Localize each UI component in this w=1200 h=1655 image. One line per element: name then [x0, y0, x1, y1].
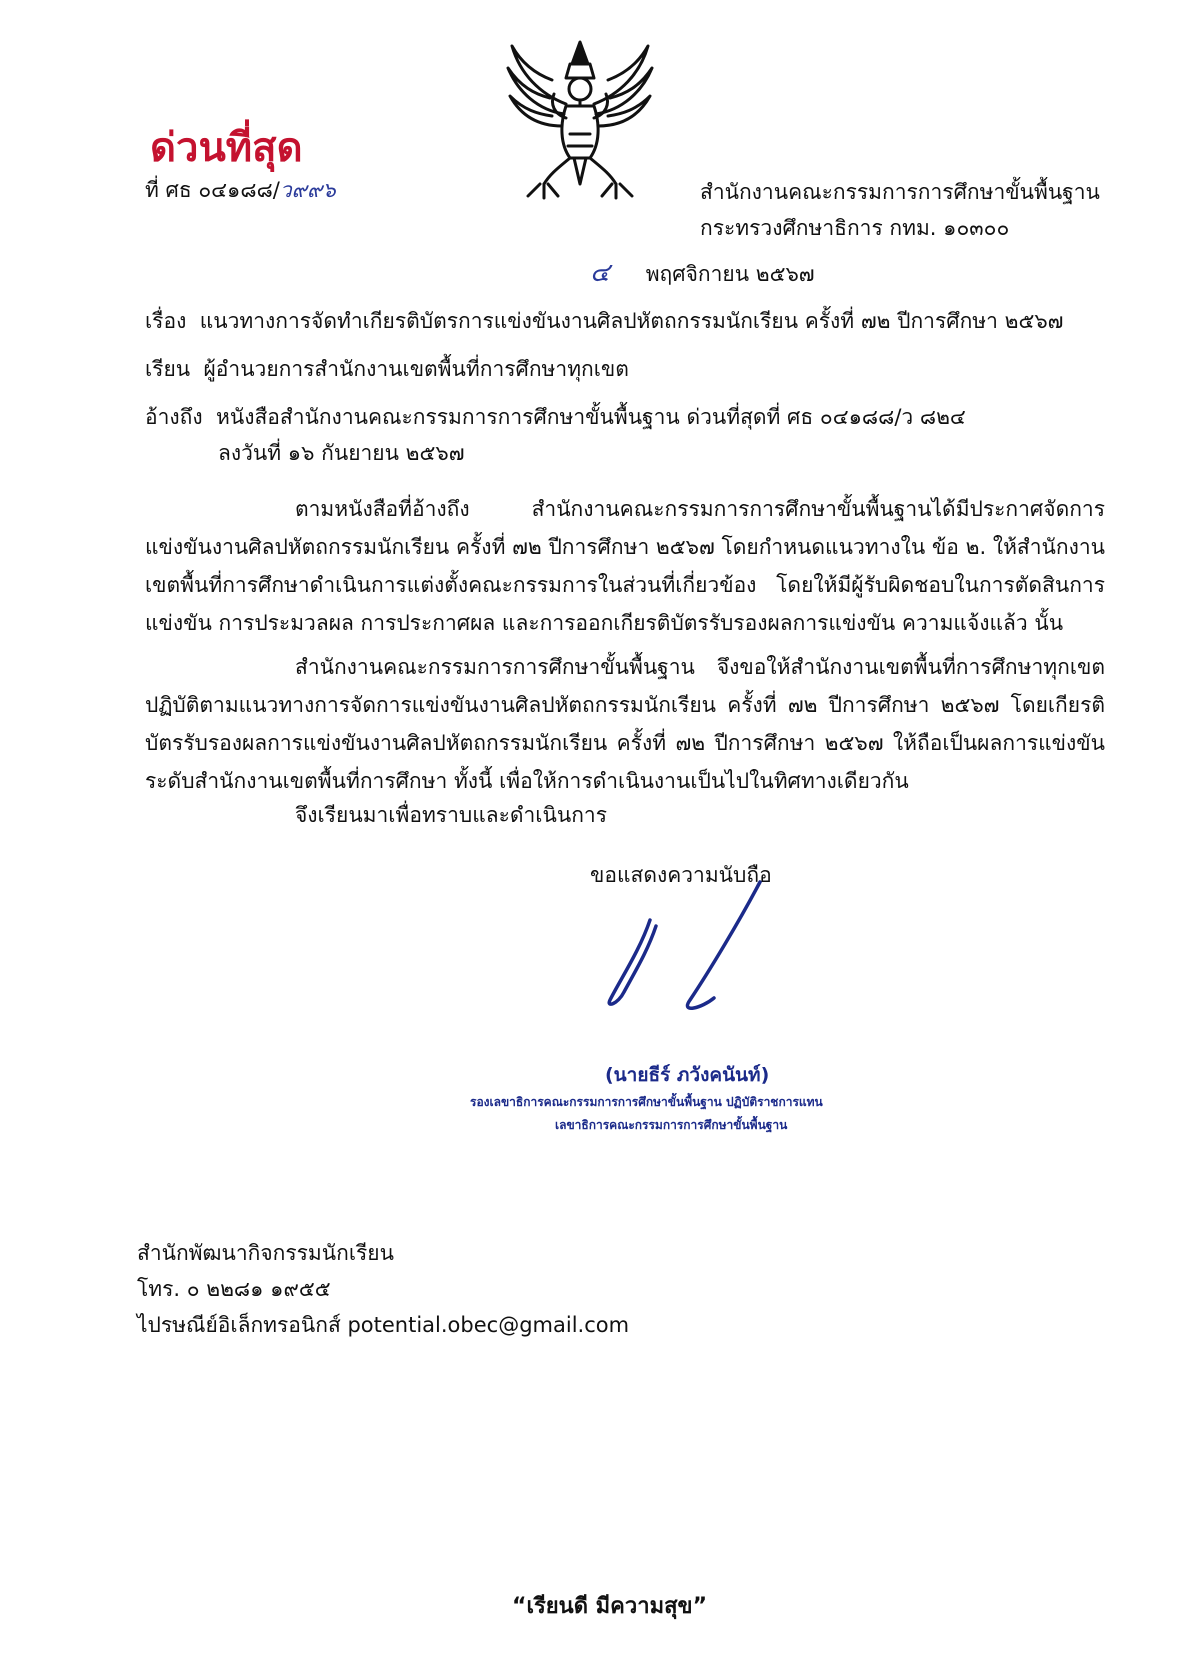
handwritten-signature-icon	[590, 880, 790, 1020]
reference-text-1: หนังสือสำนักงานคณะกรรมการการศึกษาขั้นพื้นฐาน ด่วนที่สุดที่ ศธ ๐๔๑๘๘/ว ๘๒๔	[216, 405, 966, 429]
date-month-year: พฤศจิกายน ๒๕๖๗	[645, 262, 815, 286]
subject-label: เรื่อง	[145, 309, 187, 333]
contact-office: สำนักพัฒนากิจกรรมนักเรียน	[137, 1241, 394, 1265]
document-number-handwritten: ว๙๙๖	[279, 178, 336, 202]
reference-date: ลงวันที่ ๑๖ กันยายน ๒๕๖๗	[218, 441, 465, 465]
closing-line: จึงเรียนมาเพื่อทราบและดำเนินการ	[295, 803, 607, 827]
signature-salutation: ขอแสดงความนับถือ	[590, 863, 772, 887]
signatory-title-2: เลขาธิการคณะกรรมการการศึกษาขั้นพื้นฐาน	[555, 1118, 788, 1132]
subject-text: แนวทางการจัดทำเกียรติบัตรการแข่งขันงานศิลปหัตถกรรมนักเรียน ครั้งที่ ๗๒ ปีการศึกษา ๒๕๖๗	[199, 309, 1064, 333]
document-number-prefix: ที่ ศธ ๐๔๑๘๘/	[145, 178, 280, 202]
recipient-line	[145, 354, 629, 384]
document-number	[145, 175, 336, 205]
recipient-label: เรียน	[145, 357, 191, 381]
urgency-stamp: ด่วนที่สุด	[150, 124, 303, 171]
body-paragraph-1: ตามหนังสือที่อ้างถึง สำนักงานคณะกรรมการการศึกษาขั้นพื้นฐานได้มีประกาศจัดการแข่งขันงานศิลปหัตถกรรมนักเรียน ครั้งที่ ๗๒ ปีการศึกษา ๒๕๖๗ โดยกำหนดแนวทางใน ข้อ ๒. ให้สำนักงานเขตพื้นที่การศึกษาดำเนินการแต่งตั้งคณะกรรมการในส่วนที่เกี่ยวข้อง โดยให้มีผู้รับผิดชอบในการตัดสินการแข่งขัน การประมวลผล การประกาศผล และการออกเกียรติบัตรรับรองผลการแข่งขัน ความแจ้งแล้ว นั้น	[145, 497, 1105, 635]
signatory-title-1: รองเลขาธิการคณะกรรมการการศึกษาขั้นพื้นฐาน ปฏิบัติราชการแทน	[470, 1095, 823, 1109]
reference-line	[145, 402, 966, 432]
document-date	[590, 258, 815, 289]
signatory-name: (นายธีร์ ภวังคนันท์)	[605, 1064, 770, 1086]
recipient-text: ผู้อำนวยการสำนักงานเขตพื้นที่การศึกษาทุกเขต	[203, 357, 629, 381]
contact-email: ไปรษณีย์อิเล็กทรอนิกส์ potential.obec@gmail.com	[137, 1313, 630, 1337]
garuda-emblem-icon	[500, 34, 660, 204]
contact-phone: โทร. ๐ ๒๒๘๑ ๑๙๕๕	[137, 1277, 331, 1301]
agency-address: กระทรวงศึกษาธิการ กทม. ๑๐๓๐๐	[700, 216, 1010, 240]
agency-name: สำนักงานคณะกรรมการการศึกษาขั้นพื้นฐาน	[700, 180, 1100, 204]
date-day: ๔	[590, 258, 610, 288]
subject-line	[145, 306, 1063, 336]
footer-motto: “เรียนดี มีความสุข”	[512, 1594, 708, 1619]
reference-label: อ้างถึง	[145, 405, 203, 429]
body-paragraph-2: สำนักงานคณะกรรมการการศึกษาขั้นพื้นฐาน จึงขอให้สำนักงานเขตพื้นที่การศึกษาทุกเขตปฏิบัติตามแนวทางการจัดการแข่งขันงานศิลปหัตถกรรมนักเรียน ครั้งที่ ๗๒ ปีการศึกษา ๒๕๖๗ โดยเกียรติบัตรรับรองผลการแข่งขันงานศิลปหัตถกรรมนักเรียน ครั้งที่ ๗๒ ปีการศึกษา ๒๕๖๗ ให้ถือเป็นผลการแข่งขันระดับสำนักงานเขตพื้นที่การศึกษา ทั้งนี้ เพื่อให้การดำเนินงานเป็นไปในทิศทางเดียวกัน	[145, 655, 1105, 793]
